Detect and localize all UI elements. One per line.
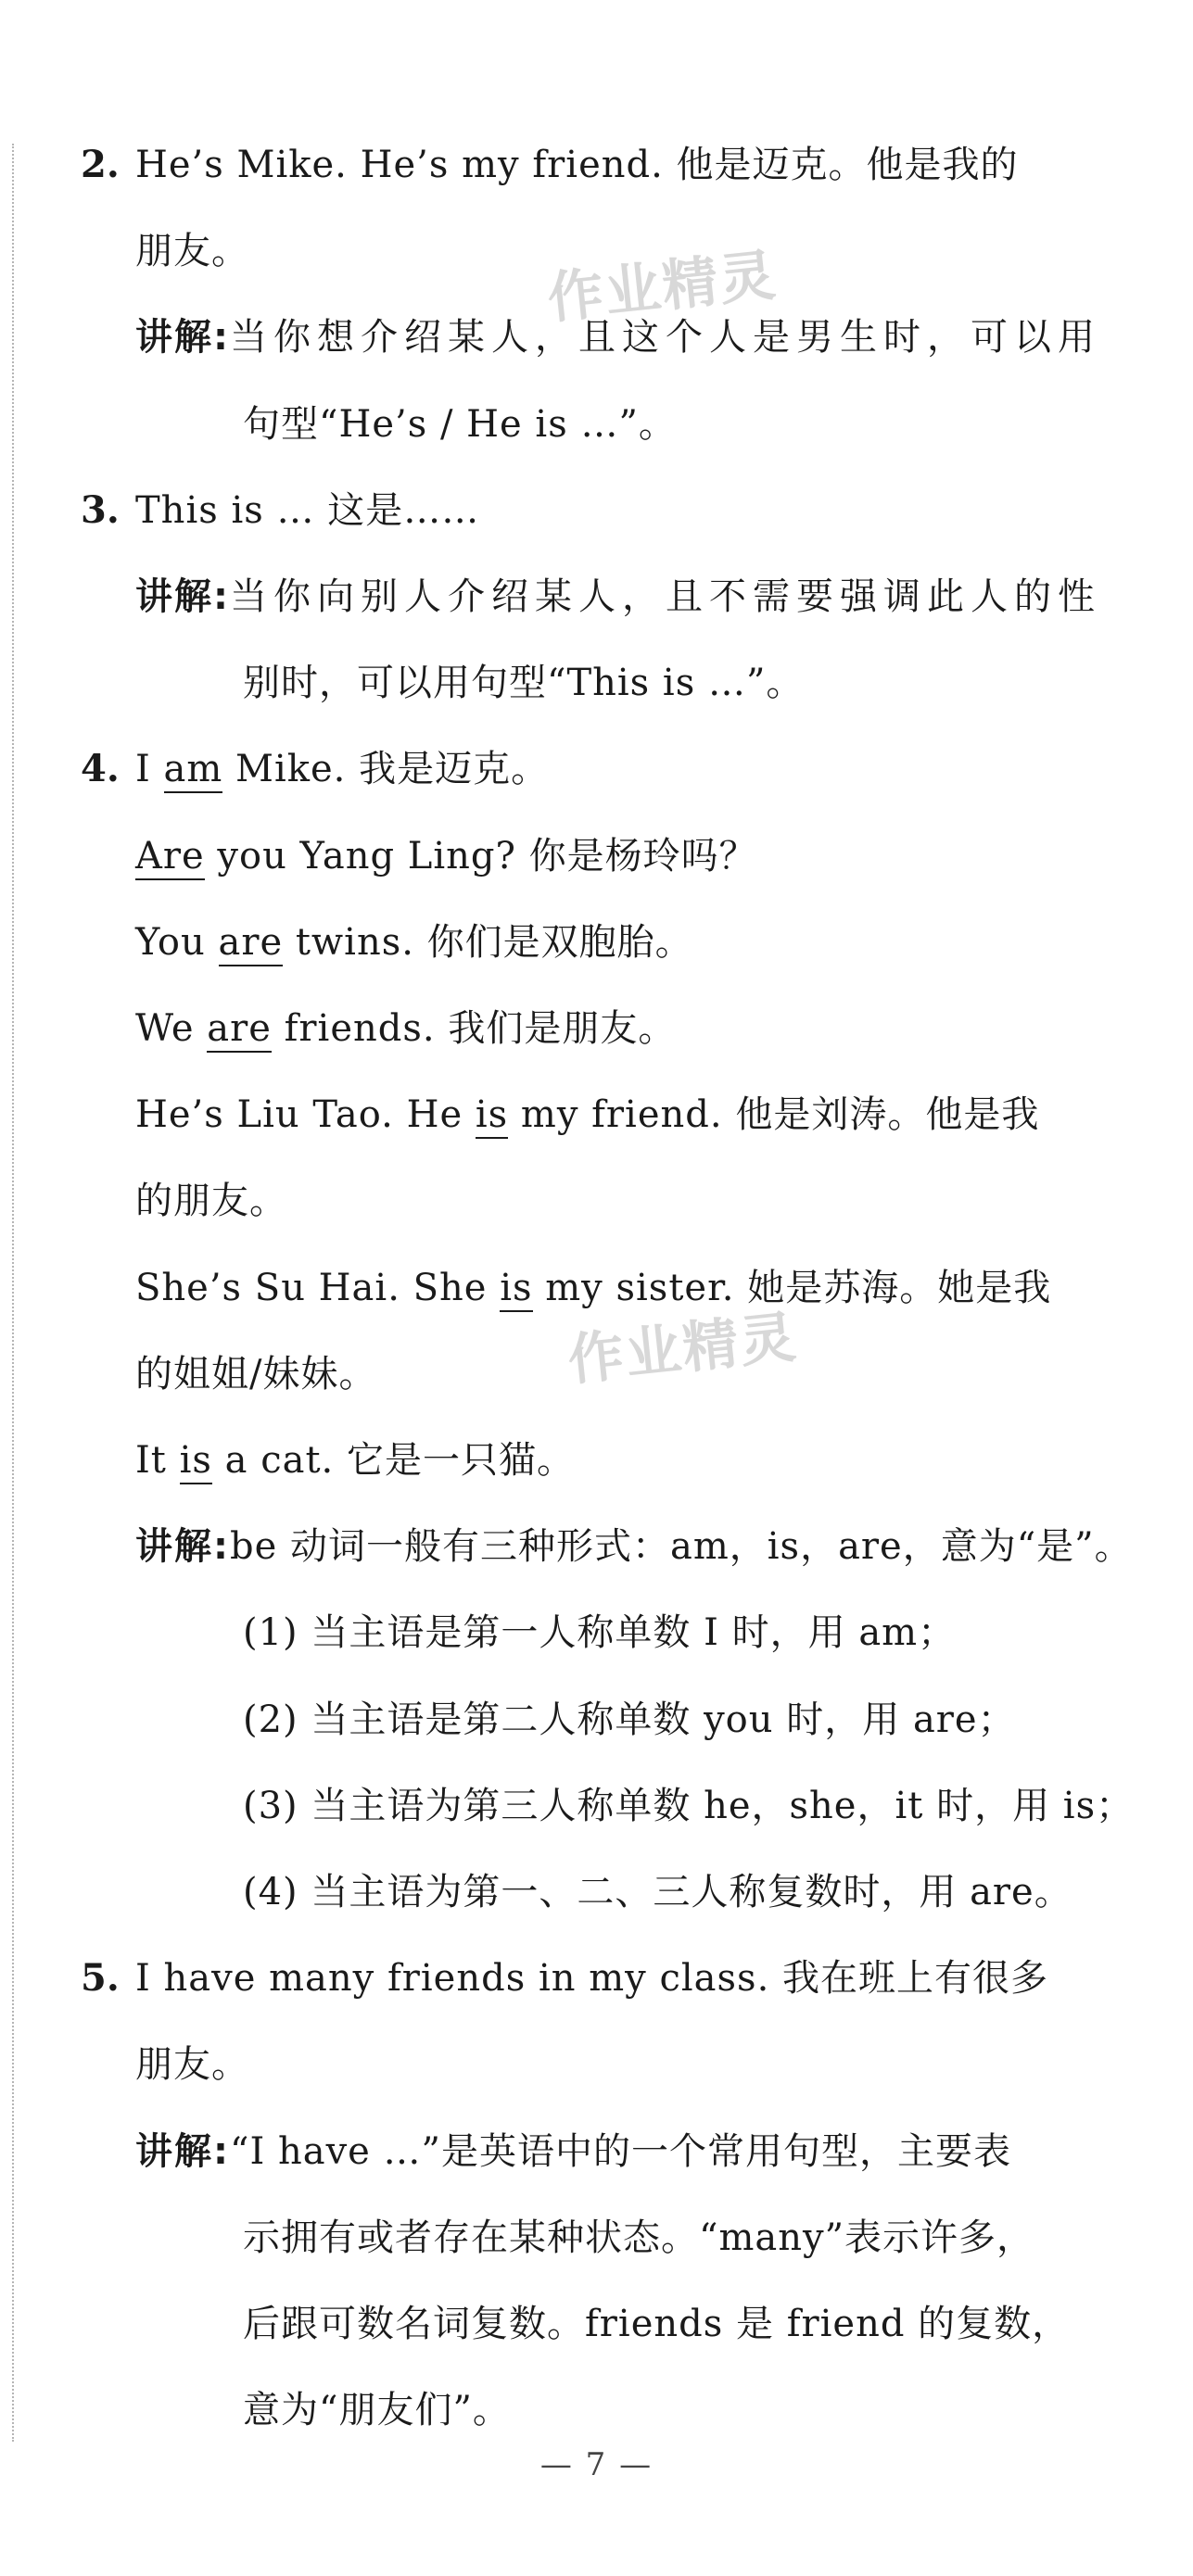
page-number: — 7 — (539, 2446, 654, 2483)
rule-item: (3) 当主语为第三人称单数 he，she，it 时，用 is； (243, 1785, 1135, 1827)
explanation-label: 讲解: (135, 575, 230, 618)
rule-item: (1) 当主语是第一人称单数 I 时，用 am； (243, 1611, 957, 1654)
underlined-verb: are (219, 921, 284, 966)
example-sentence: He’s Liu Tao. He is my friend. 他是刘涛。他是我 (135, 1089, 1039, 1141)
explanation-text: 别时，可以用句型“This is …”。 (243, 662, 805, 704)
explanation (135, 2126, 1011, 2178)
example-sentence: It is a cat. 它是一只猫。 (135, 1434, 575, 1486)
explanation (135, 1521, 1133, 1572)
example-sentence: She’s Su Hai. She is my sister. 她是苏海。她是我 (135, 1262, 1051, 1314)
example-sentence: 的朋友。 (135, 1180, 287, 1222)
underlined-verb: is (476, 1093, 508, 1139)
item-sentence: This is … 这是…… (135, 489, 480, 532)
explanation-text: 当你想介绍某人，且这个人是男生时，可以用 (230, 316, 1101, 359)
explanation-label: 讲解: (135, 316, 230, 359)
explanation-label: 讲解: (135, 2130, 230, 2173)
item-sentence: He’s Mike. He’s my friend. 他是迈克。他是我的 (135, 144, 1019, 186)
watermark: 作业精灵 (565, 1305, 801, 1394)
underlined-verb: am (164, 748, 223, 793)
item-number: 4. (81, 747, 120, 790)
example-sentence: We are friends. 我们是朋友。 (135, 1003, 676, 1054)
underlined-verb: are (207, 1007, 272, 1053)
explanation-text: 后跟可数名词复数。friends 是 friend 的复数， (243, 2303, 1071, 2345)
explanation-text: “I have …”是英语中的一个常用句型，主要表 (230, 2130, 1012, 2173)
rule-item: (4) 当主语为第一、二、三人称复数时，用 are。 (243, 1871, 1072, 1913)
rule-item: (2) 当主语是第二人称单数 you 时，用 are； (243, 1698, 1016, 1741)
item-sentence: 朋友。 (135, 230, 249, 272)
item-number: 3. (81, 488, 120, 532)
underlined-verb: is (500, 1267, 532, 1312)
item-number: 2. (81, 143, 120, 186)
explanation-text: 句型“He’s / He is …”。 (243, 403, 677, 446)
item-number: 5. (81, 1956, 120, 2000)
item-sentence: I have many friends in my class. 我在班上有很多 (135, 1957, 1048, 2000)
item-sentence: 朋友。 (135, 2043, 249, 2086)
explanation (135, 311, 1101, 363)
explanation-text: 当你向别人介绍某人，且不需要强调此人的性 (230, 575, 1101, 618)
explanation (135, 571, 1101, 623)
explanation-text: be 动词一般有三种形式：am，is，are，意为“是”。 (230, 1525, 1133, 1568)
explanation-text: 示拥有或者存在某种状态。“many”表示许多， (243, 2216, 1035, 2259)
explanation-text: 意为“朋友们”。 (243, 2389, 511, 2431)
example-sentence: I am Mike. 我是迈克。 (135, 743, 549, 795)
watermark: 作业精灵 (544, 243, 781, 332)
underlined-verb: is (180, 1439, 212, 1484)
example-sentence: 的姐姐/妹妹。 (135, 1353, 377, 1395)
example-sentence: You are twins. 你们是双胞胎。 (135, 916, 693, 968)
underlined-verb: Are (135, 835, 205, 880)
margin-dotted-line (12, 144, 14, 2442)
explanation-label: 讲解: (135, 1525, 230, 1568)
example-sentence: Are you Yang Ling? 你是杨玲吗？ (135, 830, 757, 882)
